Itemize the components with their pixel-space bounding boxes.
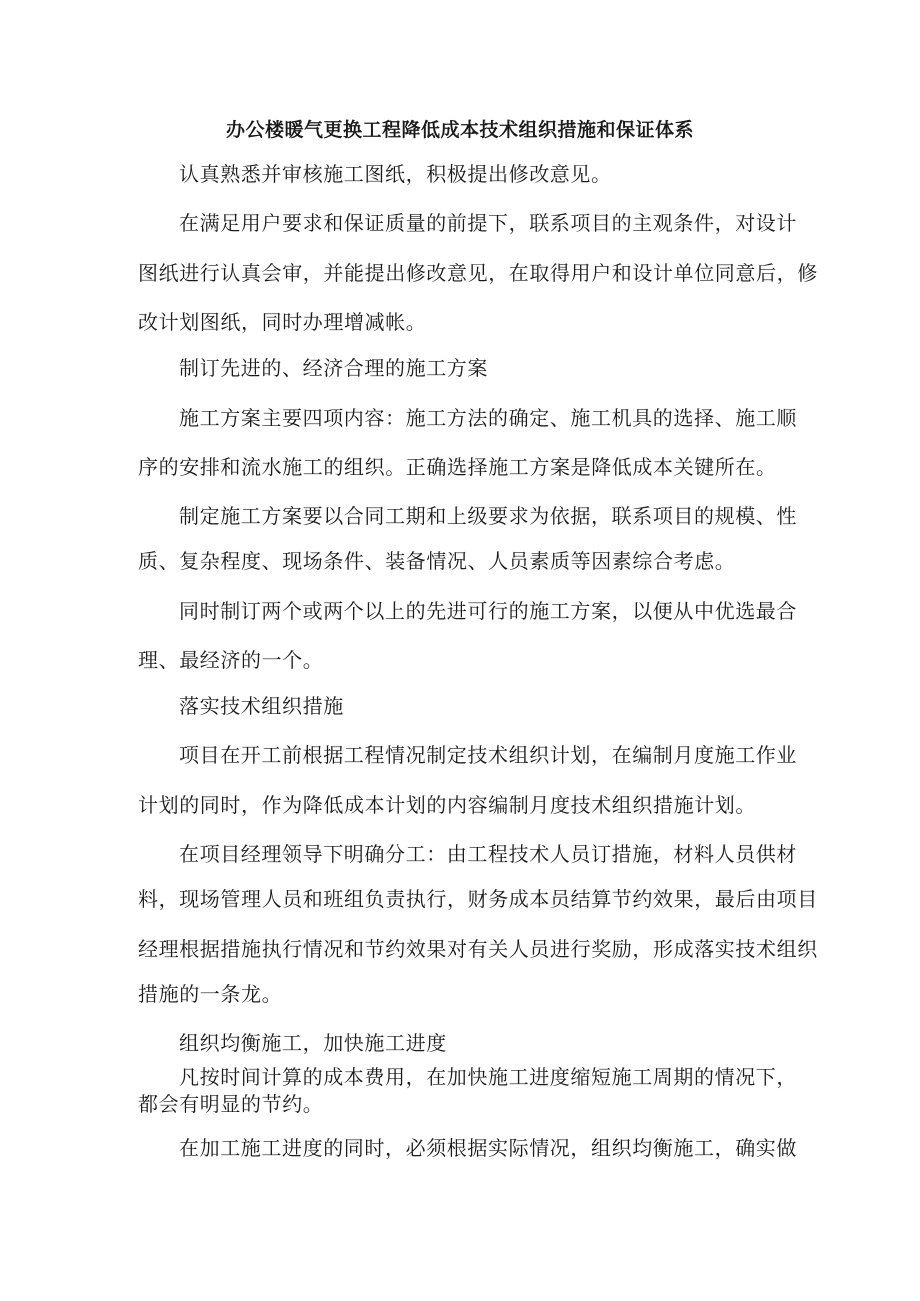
text-line: 料，现场管理人员和班组负责执行，财务成本员结算节约效果，最后由项目 [138, 887, 818, 911]
text-line: 质、复杂程度、现场条件、装备情况、人员素质等因素综合考虑。 [138, 549, 736, 573]
text-line: 图纸进行认真会审，并能提出修改意见，在取得用户和设计单位同意后，修 [138, 261, 818, 285]
text-line: 在项目经理领导下明确分工：由工程技术人员订措施，材料人员供材 [179, 842, 797, 866]
text-line: 同时制订两个或两个以上的先进可行的施工方案，以便从中优选最合 [179, 599, 797, 623]
text-line: 施工方案主要四项内容：施工方法的确定、施工机具的选择、施工顺 [179, 406, 797, 430]
text-line: 在加工施工进度的同时，必须根据实际情况，组织均衡施工，确实做 [179, 1136, 797, 1160]
text-line: 项目在开工前根据工程情况制定技术组织计划，在编制月度施工作业 [179, 743, 797, 767]
text-line: 措施的一条龙。 [138, 982, 283, 1006]
section-heading: 制订先进的、经济合理的施工方案 [179, 356, 488, 380]
text-line: 制定施工方案要以合同工期和上级要求为依据，联系项目的规模、性 [179, 504, 797, 528]
section-heading: 组织均衡施工，加快施工进度 [179, 1031, 447, 1055]
text-line: 计划的同时，作为降低成本计划的内容编制月度技术组织措施计划。 [138, 793, 756, 817]
text-line: 凡按时间计算的成本费用，在加快施工进度缩短施工周期的情况下， [179, 1065, 797, 1089]
text-line: 经理根据措施执行情况和节约效果对有关人员进行奖励，形成落实技术组织 [138, 937, 818, 961]
section-heading: 落实技术组织措施 [179, 694, 344, 718]
text-line: 理、最经济的一个。 [138, 648, 324, 672]
document-title: 办公楼暖气更换工程降低成本技术组织措施和保证体系 [225, 119, 694, 141]
text-line: 都会有明显的节约。 [138, 1092, 324, 1116]
text-line: 序的安排和流水施工的组织。正确选择施工方案是降低成本关键所在。 [138, 455, 777, 479]
text-line: 认真熟悉并审核施工图纸，积极提出修改意见。 [179, 162, 612, 186]
text-line: 改计划图纸，同时办理增减帐。 [138, 310, 427, 334]
text-line: 在满足用户要求和保证质量的前提下，联系项目的主观条件，对设计 [179, 211, 797, 235]
